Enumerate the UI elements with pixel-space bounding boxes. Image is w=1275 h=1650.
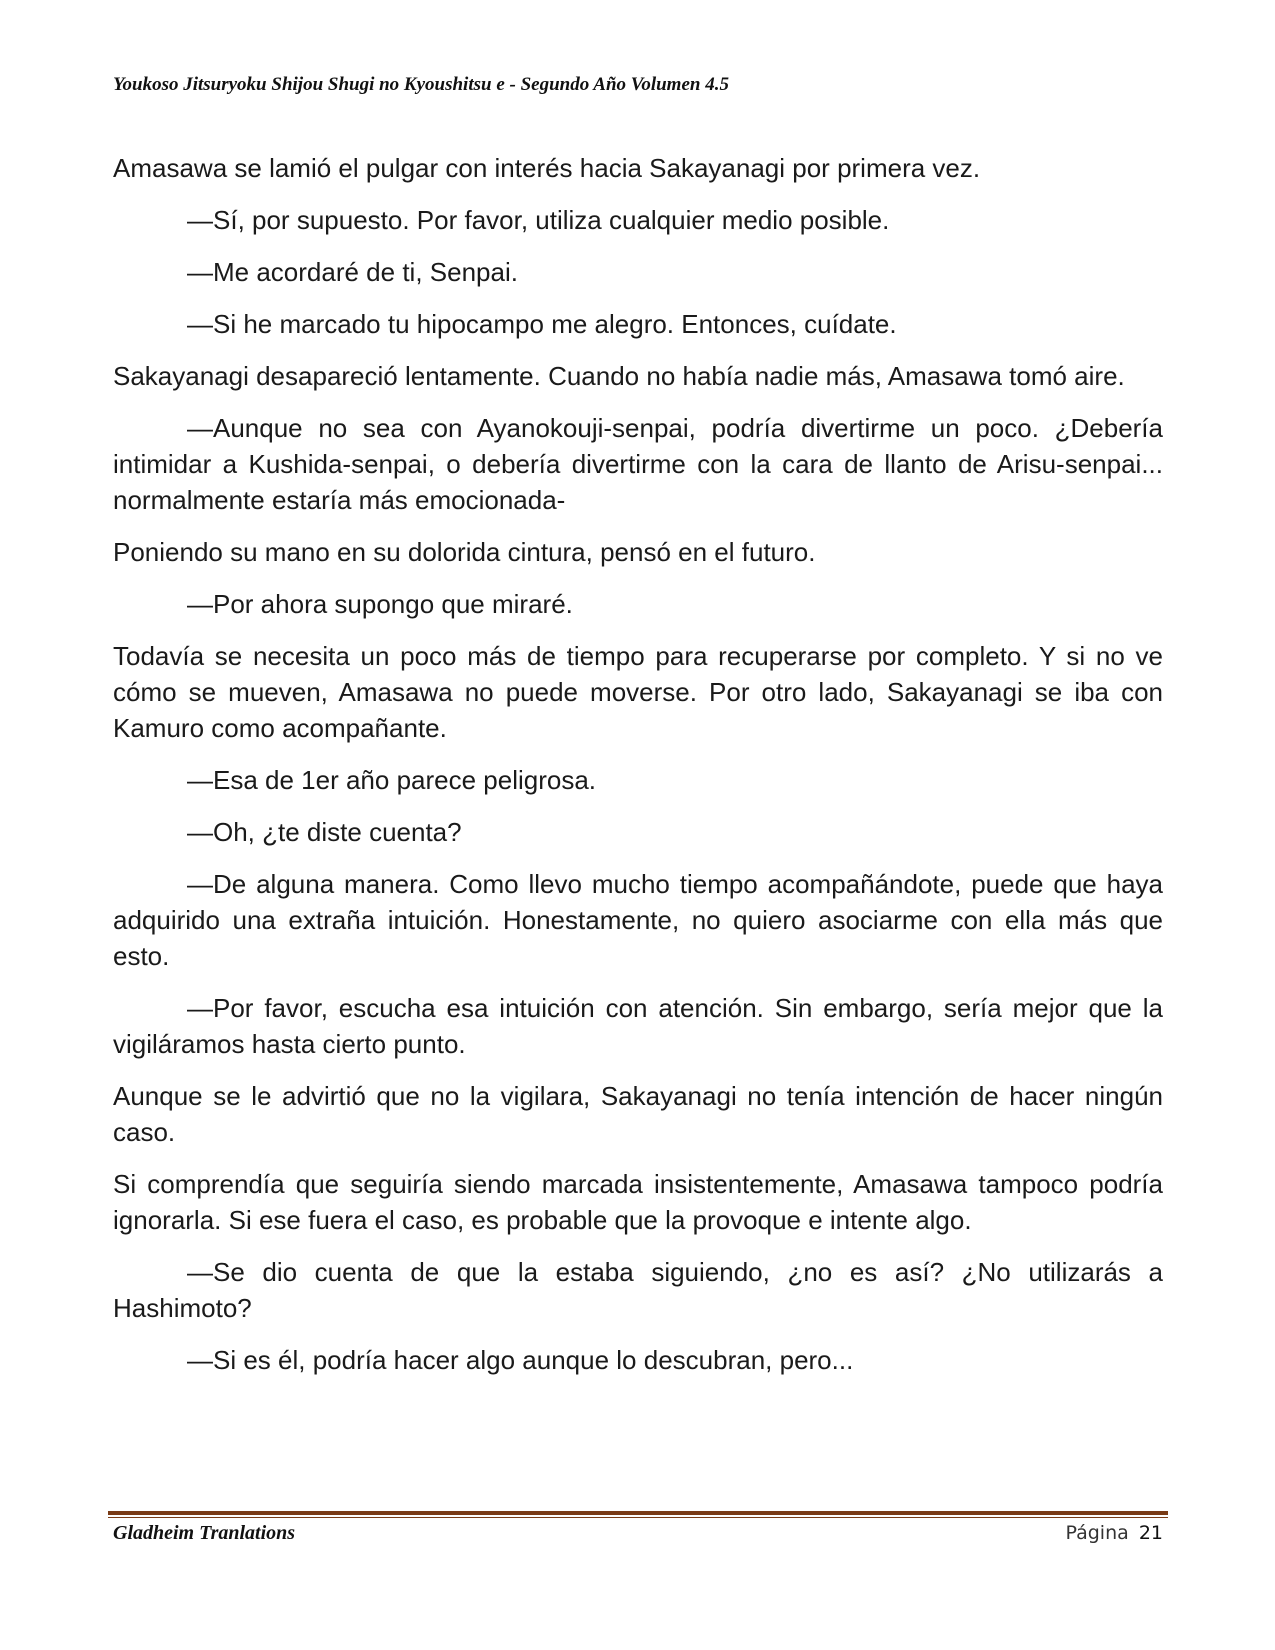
page-label: Página — [1065, 1522, 1129, 1544]
footer-divider — [108, 1511, 1168, 1519]
paragraph: Todavía se necesita un poco más de tiempo para recuperarse por completo. Y si no ve cómo se mueven, Amasawa no puede moverse. Por otro lado, Sakayanagi se iba con Kamuro como acompañante. — [113, 641, 1163, 743]
dialog-line: —Oh, ¿te diste cuenta? — [187, 817, 462, 847]
dialog-line: —De alguna manera. Como llevo mucho tiempo acompañándote, puede que haya adquirido una extraña intuición. Honestamente, no quiero asociarme con ella más que esto. — [113, 869, 1163, 971]
paragraph: Si comprendía que seguiría siendo marcada insistentemente, Amasawa tampoco podría ignorarla. Si ese fuera el caso, es probable que la provoque e intente algo. — [113, 1169, 1163, 1235]
dialog-line: —Por ahora supongo que miraré. — [187, 589, 573, 619]
dialog-line: —Si es él, podría hacer algo aunque lo descubran, pero... — [187, 1345, 854, 1375]
paragraph: Sakayanagi desapareció lentamente. Cuando no había nadie más, Amasawa tomó aire. — [113, 361, 1125, 391]
dialog-line: —Aunque no sea con Ayanokouji-senpai, podría divertirme un poco. ¿Debería intimidar a Kushida-senpai, o debería divertirme con la cara de llanto de Arisu-senpai... normalmente estaría más emocionada- — [113, 413, 1163, 515]
page-body — [113, 150, 1163, 1394]
dialog-line: —Sí, por supuesto. Por favor, utiliza cualquier medio posible. — [187, 205, 890, 235]
dialog-line: —Esa de 1er año parece peligrosa. — [187, 765, 597, 795]
footer-credit: Gladheim Tranlations — [113, 1522, 296, 1544]
running-header: Youkoso Jitsuryoku Shijou Shugi no Kyoushitsu e - Segundo Año Volumen 4.5 — [113, 74, 729, 95]
footer-divider-thin — [108, 1517, 1168, 1518]
dialog-line: —Por favor, escucha esa intuición con atención. Sin embargo, sería mejor que la vigiláramos hasta cierto punto. — [113, 993, 1163, 1059]
page-number-block — [1065, 1522, 1163, 1544]
paragraph: Amasawa se lamió el pulgar con interés hacia Sakayanagi por primera vez. — [113, 153, 981, 183]
footer-divider-thick — [108, 1511, 1168, 1515]
paragraph: Aunque se le advirtió que no la vigilara, Sakayanagi no tenía intención de hacer ningún caso. — [113, 1081, 1163, 1147]
dialog-line: —Se dio cuenta de que la estaba siguiendo, ¿no es así? ¿No utilizarás a Hashimoto? — [113, 1257, 1163, 1323]
paragraph: Poniendo su mano en su dolorida cintura, pensó en el futuro. — [113, 537, 816, 567]
dialog-line: —Si he marcado tu hipocampo me alegro. Entonces, cuídate. — [187, 309, 897, 339]
page-number: 21 — [1138, 1522, 1163, 1544]
dialog-line: —Me acordaré de ti, Senpai. — [187, 257, 518, 287]
